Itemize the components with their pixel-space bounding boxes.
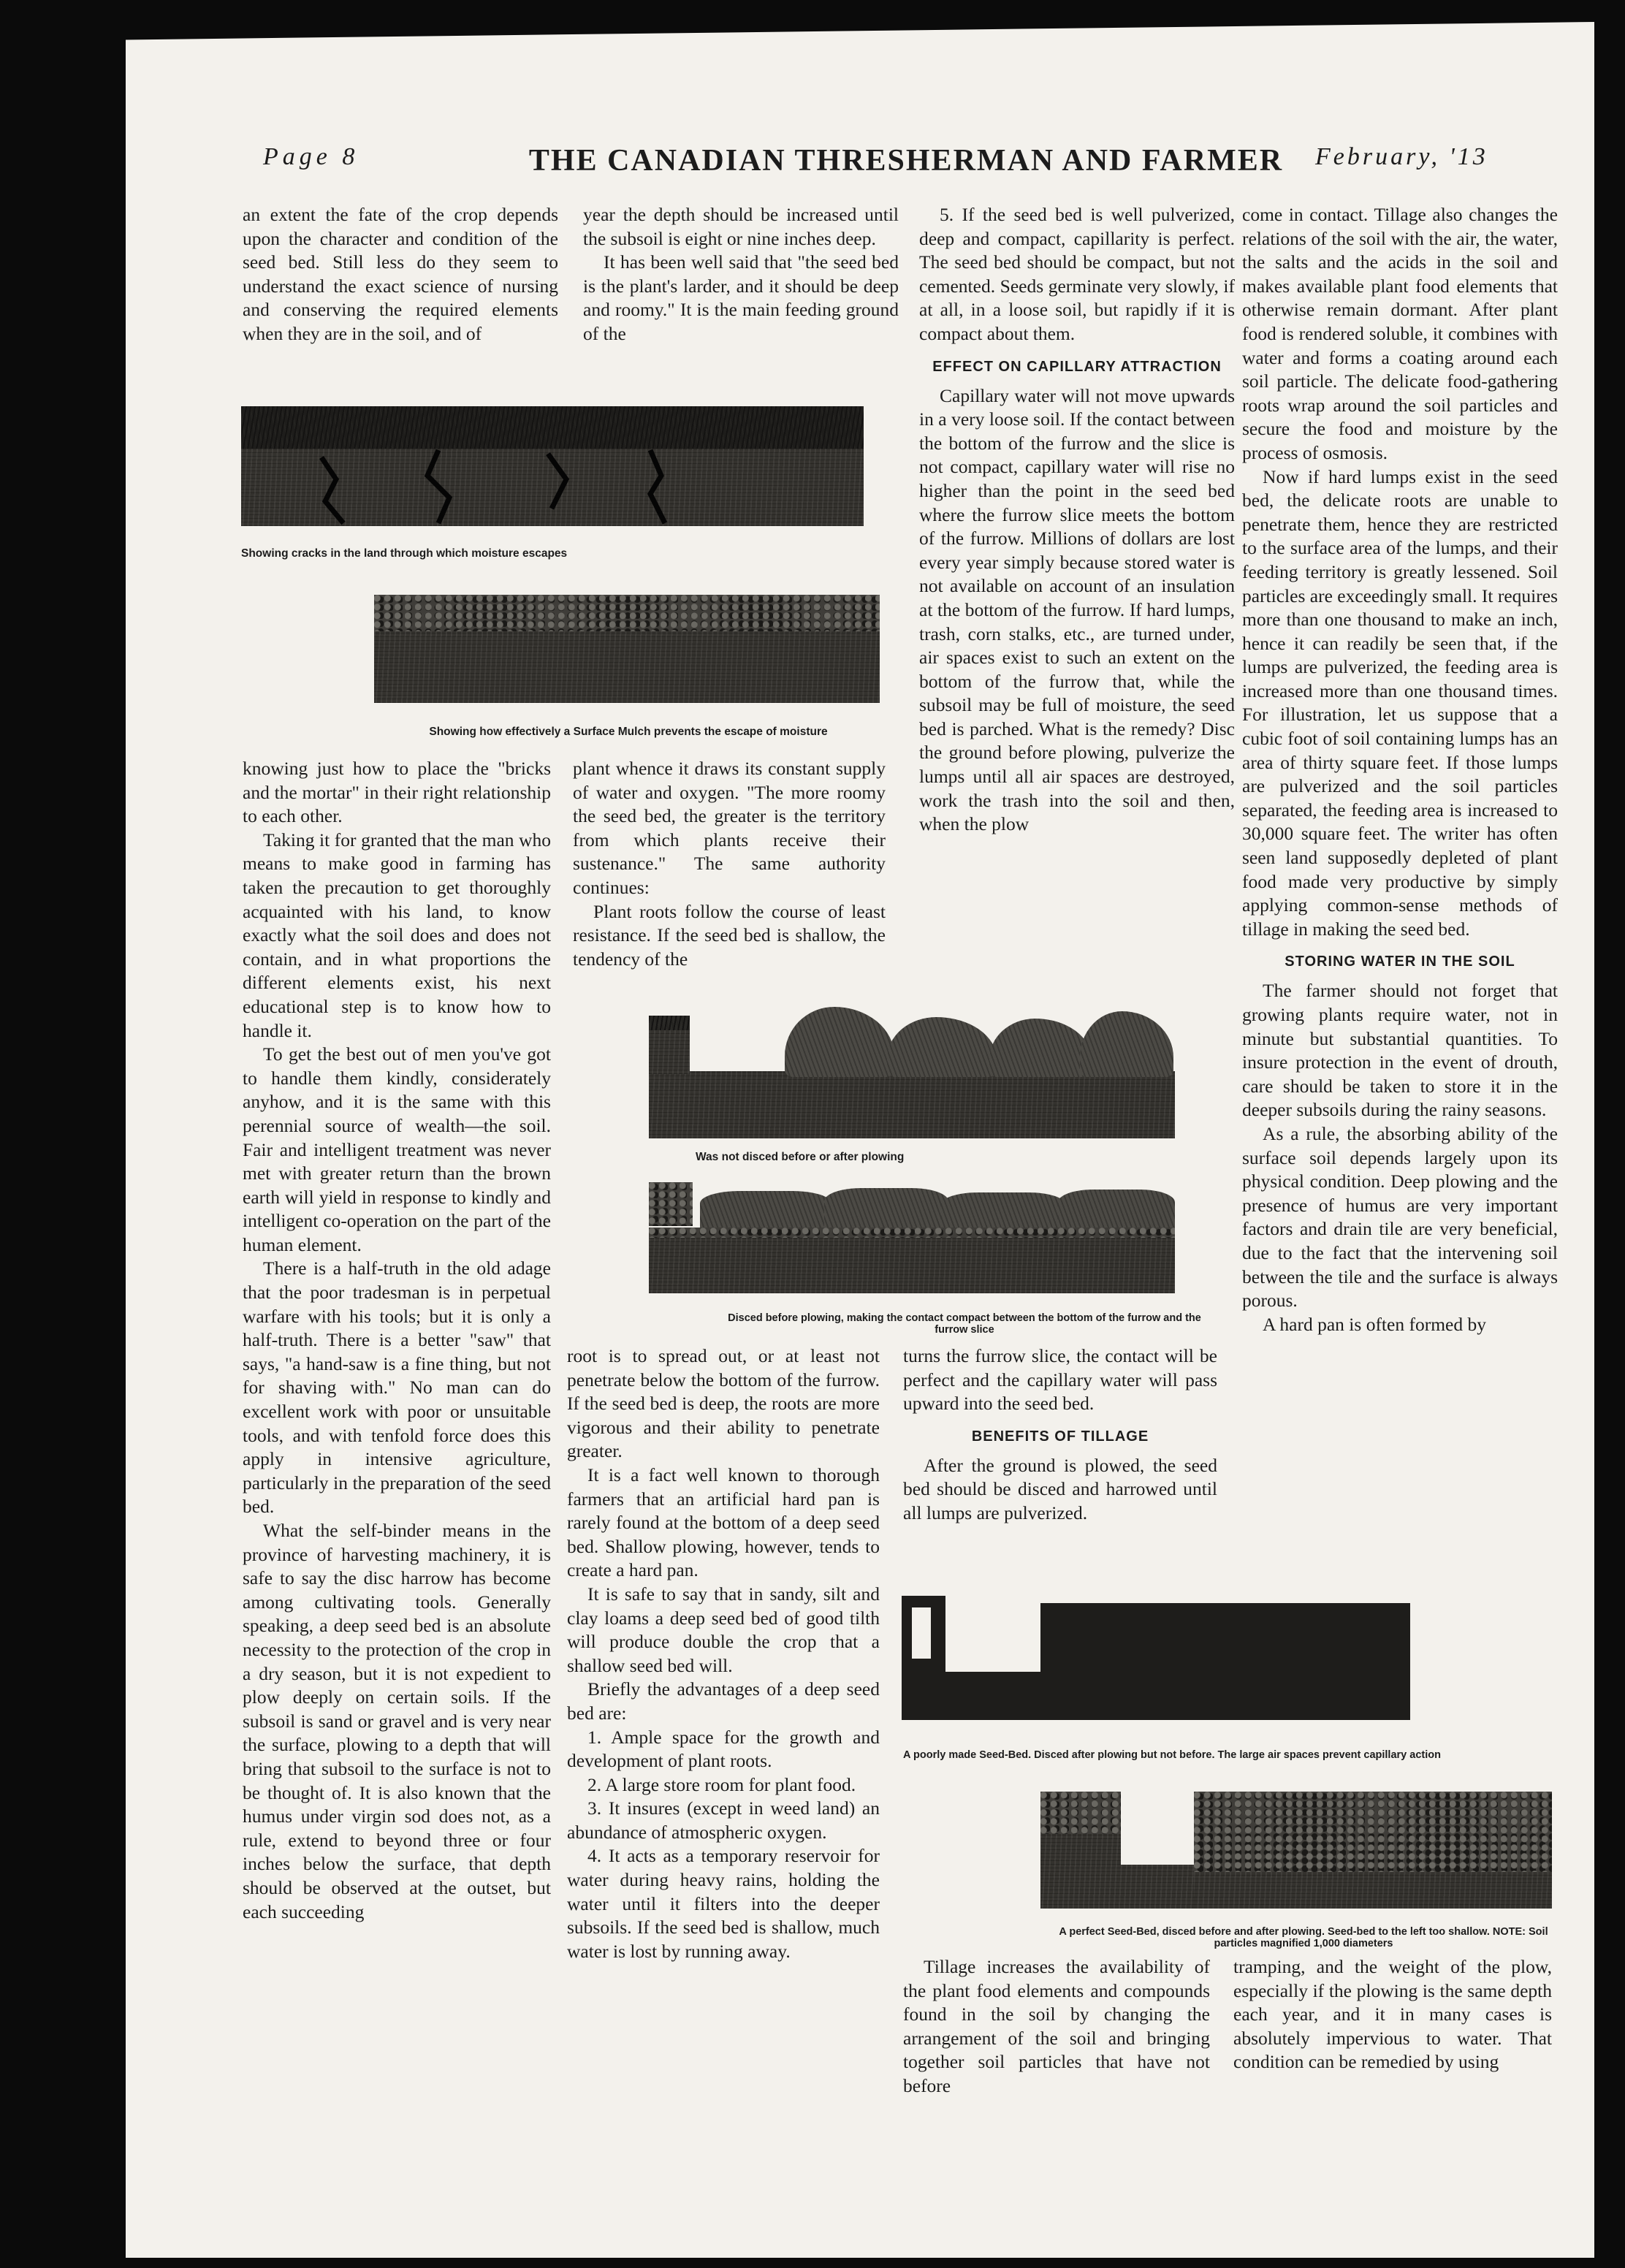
illustration-disced [649, 1182, 1175, 1293]
bottom-col4-text: tramping, and the weight of the plow, especially if the plowing is the same depth each year, and it in many cases is absolutely impervious to water. That condition can be remedied by using [1233, 1956, 1552, 2073]
heading-benefits-tillage: BENEFITS OF TILLAGE [971, 1428, 1149, 1445]
col1-bottom-text: knowing just how to place the "bricks and the mortar" in their right relationship to each other. Taking it for granted that the man who means to make good in farming has taken the precaution to get thoroughly acquainted with his land, to know exactly what the soil does and does not contain, and in what proportions the different elements exist, his next educational step is to know how to handle it. To get the best out of men you've got to handle them kindly, considerately anyhow, and it is the same with this perennial source of wealth—the soil. Fair and intelligent treatment was never met with greater return than the brown earth will yield in response to kindly and intelligent co-operation on the part of the human element. There is a half-truth in the old adage that the poor tradesman is in perpetual warfare with his tools; but it is only a half-truth. There is a better "saw" that says, "a hand-saw is a fine thing, but not for shaving with." No man can do excellent work with poor or unsuitable tools, and with tenfold force does this apply in intensive agriculture, particularly in the preparation of the seed bed. What the self-binder means in the province of harvesting machinery, it is safe to say the disc harrow has become among cultivating tools. Generally speaking, a deep seed bed is an absolute necessity to the protection of the crop in a dry season, but it is not expedient to plow deeply on certain soils. If the subsoil is sand or gravel and is very near the surface, plowing to a depth that will bring that subsoil to the surface is not to be thought of. It is also known that the humus under virgin sod does not, as a rule, extend to beyond three or four inches below the surface, that depth should be observed at the outset, but each succeeding [243, 758, 551, 1922]
caption-perfect-seed-bed: A perfect Seed-Bed, disced before and after plowing. Seed-bed to the left too shallow. NOTE: Soil particles magnified 1,000 diameters [1059, 1926, 1548, 1949]
caption-mulch: Showing how effectively a Surface Mulch prevents the escape of moisture [429, 726, 828, 738]
heading-capillary: EFFECT ON CAPILLARY ATTRACTION [932, 358, 1222, 375]
col2-top-text: year the depth should be increased until the subsoil is eight or nine inches deep. It has been well said that "the seed bed is the plant's larder, and it should be deep and roomy." It is the main feeding ground of the [583, 204, 899, 344]
illustration-perfect-seed-bed [1040, 1792, 1552, 1909]
illustration-not-disced [649, 1001, 1175, 1138]
masthead: THE CANADIAN THRESHERMAN AND FARMER [528, 144, 1284, 178]
col2-mid-text: plant whence it draws its constant supply of water and oxygen. "The more roomy the seed bed, the greater is the territory from which plants receive their sustenance." The same authority continues: Plant roots follow the course of least resistance. If the seed bed is shallow, the tendency of the [573, 758, 886, 970]
illustration-surface-mulch [374, 595, 880, 703]
illustration-soil-cracks [241, 406, 864, 526]
page-number: Page 8 [263, 143, 359, 170]
col3-bottom-text: turns the furrow slice, the contact will be perfect and the capillary water will pass upward into the seed bed. BENEFITS OF TILLAGE After the ground is plowed, the seed bed should be disced and harrowed until all lumps are pulverized. [903, 1345, 1217, 1523]
issue-date: February, '13 [1315, 143, 1488, 170]
col1-top-text: an extent the fate of the crop depends upon the character and condition of the seed bed. Still less do they seem to understand the exact science of nursing and conserving the required elements when they are in the soil, and of [243, 204, 558, 344]
caption-not-disced: Was not disced before or after plowing [696, 1151, 905, 1163]
illustration-poor-seed-bed [902, 1596, 1410, 1720]
caption-disced: Disced before plowing, making the contact compact between the bottom of the furrow and the furrow slice [728, 1312, 1201, 1336]
col2-bottom-text: root is to spread out, or at least not penetrate below the bottom of the furrow. If the seed bed is deep, the roots are more vigorous and their ability to penetrate greater. It is a fact well known to thorough farmers that an artificial hard pan is rarely found at the bottom of a deep seed bed. Shallow plowing, however, tends to create a hard pan. It is safe to say that in sandy, silt and clay loams a deep seed bed of good tilth will produce double the crop that a shallow seed bed will. Briefly the advantages of a deep seed bed are: 1. Ample space for the growth and development of plant roots. 2. A large store room for plant food. 3. It insures (except in weed land) an abundance of atmospheric oxygen. 4. It acts as a temporary reservoir for water during heavy rains, holding the water until it filters into the deeper subsoils. If the seed bed is shallow, much water is lost by running away. [567, 1345, 880, 1962]
bottom-col3-text: Tillage increases the availability of the plant food elements and compounds found in the soil by changing the arrangement of the soil and bringing together soil particles that have not before [903, 1956, 1210, 2096]
heading-storing-water: STORING WATER IN THE SOIL [1285, 954, 1515, 970]
caption-poor-seed-bed: A poorly made Seed-Bed. Disced after plowing but not before. The large air spaces prevent capillary action [903, 1749, 1441, 1761]
caption-cracks: Showing cracks in the land through which moisture escapes [241, 547, 568, 560]
col3-top-text: 5. If the seed bed is well pulverized, deep and compact, capillarity is perfect. The seed bed should be compact, but not cemented. Seeds germinate very slowly, if at all, in a loose soil, but rapidly if it is compact about them. EFFECT ON CAPILLARY ATTRACTION Capillary water will not move upwards in a very loose soil. If the contact between the bottom of the furrow and the slice is not compact, capillary water will rise no higher than the point in the seed bed where the furrow slice meets the bottom of the furrow. Millions of dollars are lost every year simply because stored water is not available on account of an insulation at the bottom of the furrow. If hard lumps, trash, corn stalks, etc., are turned under, air spaces exist to such an extent on the bottom of the furrow that, while the subsoil may be full of moisture, the seed bed is parched. What is the remedy? Disc the ground before plowing, pulverize the lumps until all air spaces are destroyed, work the trash into the soil and then, when the plow [919, 204, 1235, 835]
col4-text: come in contact. Tillage also changes the relations of the soil with the air, the water, the salts and the acids in the soil and makes available plant food elements that otherwise remain dormant. After plant food is rendered soluble, it combines with water and forms a coating around each soil particle. The delicate food-gathering roots wrap around the soil particles and secure the food and moisture by the process of osmosis. Now if hard lumps exist in the seed bed, the delicate roots are unable to penetrate them, hence they are restricted to the surface area of the lumps, and their feeding territory is greatly lessened. Soil particles are exceedingly small. It requires more than one thousand to make an inch, hence it can readily be seen that, if the lumps are pulverized, the feeding area is increased more than one thousand times. For illustration, let us suppose that a cubic foot of soil containing lumps has an area of thirty square feet. If those lumps are pulverized and the soil particles separated, the feeding area is increased to 30,000 square feet. The writer has often seen land supposedly depleted of plant food made very productive by simply applying common-sense methods of tillage in making the seed bed. STORING WATER IN THE SOIL The farmer should not forget that growing plants require water, not in minute but substantial quantities. To insure protection in the event of drouth, care should be taken to store it in the deeper subsoils during the rainy seasons. As a rule, the absorbing ability of the surface soil depends largely upon its physical condition. Deep plowing and the presence of humus are very important factors and drain tile are very beneficial, due to the fact that the intervening soil between the tile and the surface is always porous. A hard pan is often formed by [1242, 204, 1558, 1335]
